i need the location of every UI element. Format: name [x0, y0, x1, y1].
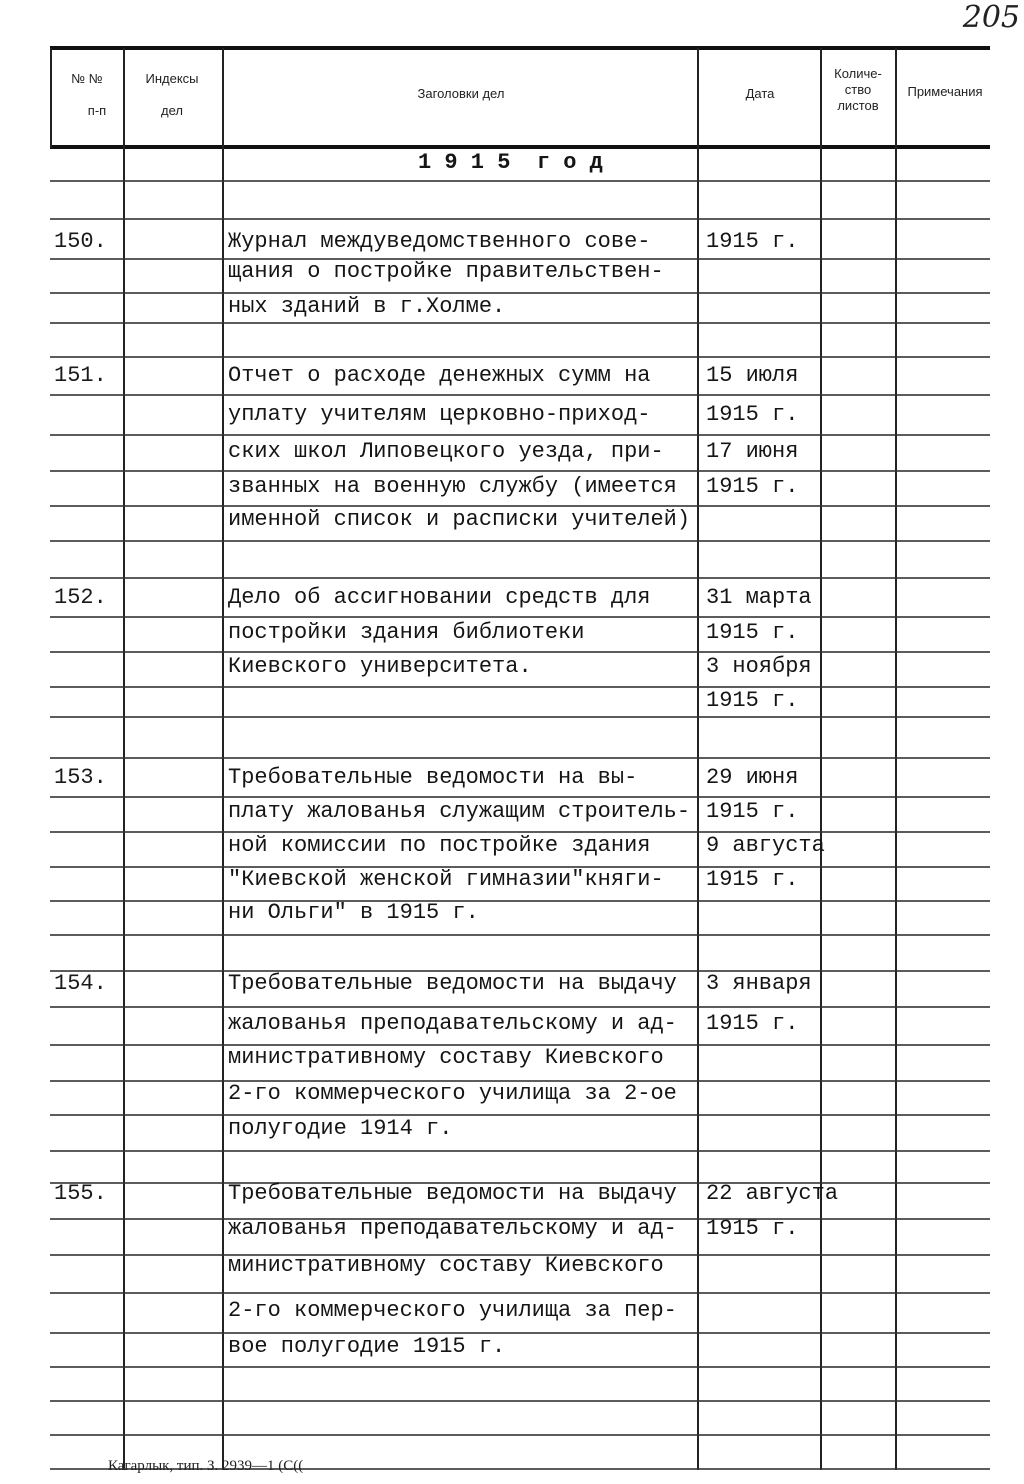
ruled-line [50, 292, 990, 294]
entry-date-line: 22 августа [706, 1181, 839, 1206]
entry-title-line: Дело об ассигновании средств для [228, 585, 651, 610]
entry-title-line: 2-го коммерческого училища за 2-ое [228, 1081, 677, 1106]
entry-date-line: 3 января [706, 971, 812, 996]
column-divider [895, 48, 897, 1470]
column-divider [697, 48, 699, 1470]
entry-title-line: Требовательные ведомости на вы- [228, 765, 638, 790]
entry-number: 150. [54, 229, 107, 254]
entry-title-line: 2-го коммерческого училища за пер- [228, 1298, 677, 1323]
entry-date-line: 31 марта [706, 585, 812, 610]
ruled-line [50, 796, 990, 798]
ruled-line [50, 218, 990, 220]
header-col-sheets-line3: листов [837, 98, 879, 113]
ruled-line [50, 934, 990, 936]
entry-title-line: плату жалованья служащим строитель- [228, 799, 691, 824]
header-col-sheets [820, 66, 896, 114]
header-col-index [124, 70, 220, 120]
ruled-line [50, 1150, 990, 1152]
ruled-line [50, 470, 990, 472]
ruled-line [50, 1332, 990, 1334]
entry-date-line: 3 ноября [706, 654, 812, 679]
entry-title-line: жалованья преподавательскому и ад- [228, 1216, 677, 1241]
entry-title-line: ни Ольги" в 1915 г. [228, 900, 479, 925]
entry-date-line: 1915 г. [706, 799, 799, 824]
entry-title-line: щания о постройке правительствен- [228, 259, 664, 284]
entry-date-line: 1915 г. [706, 867, 799, 892]
ruled-line [50, 394, 990, 396]
ruled-line [50, 1366, 990, 1368]
entry-title-line: постройки здания библиотеки [228, 620, 585, 645]
entry-title-line: жалованья преподавательскому и ад- [228, 1011, 677, 1036]
ruled-line [50, 1114, 990, 1116]
header-col-index-line1: Индексы [145, 71, 199, 86]
ruled-line [50, 322, 990, 324]
entry-date-line: 1915 г. [706, 474, 799, 499]
ruled-line [50, 577, 990, 579]
entry-date-line: 1915 г. [706, 620, 799, 645]
entry-title-line: званных на военную службу (имеется [228, 474, 677, 499]
ruled-line [50, 686, 990, 688]
entry-number: 152. [54, 585, 107, 610]
entry-number: 151. [54, 363, 107, 388]
header-top-rule [50, 46, 990, 50]
entry-date-line: 29 июня [706, 765, 799, 790]
printer-footer: Кагарлык, тип. З. 2939—1 (С(( [108, 1458, 304, 1474]
entry-title-line: "Киевской женской гимназии"княги- [228, 867, 664, 892]
ruled-line [50, 1400, 990, 1402]
ruled-line [50, 540, 990, 542]
entry-title-line: именной список и расписки учителей) [228, 507, 691, 532]
entry-number: 153. [54, 765, 107, 790]
entry-number: 154. [54, 971, 107, 996]
column-divider [50, 48, 52, 148]
entry-title-line: ной комиссии по постройке здания [228, 833, 651, 858]
header-col-notes: Примечания [907, 84, 983, 99]
ruled-line [50, 757, 990, 759]
page-number: 205 [962, 0, 1020, 35]
entry-date-line: 1915 г. [706, 402, 799, 427]
entry-title-line: полугодие 1914 г. [228, 1116, 453, 1141]
column-divider [222, 48, 224, 1470]
entry-date-line: 9 августа [706, 833, 825, 858]
header-col-date: Дата [745, 86, 775, 101]
entry-date-line: 1915 г. [706, 1216, 799, 1241]
entry-date-line: 17 июня [706, 439, 799, 464]
entry-title-line: Отчет о расходе денежных сумм на [228, 363, 651, 388]
ruled-line [50, 180, 990, 182]
header-col-no [56, 70, 118, 120]
entry-date-line: 1915 г. [706, 688, 799, 713]
column-divider [820, 48, 822, 1470]
header-col-no-line2: п-п [87, 103, 107, 118]
ruled-line [50, 434, 990, 436]
ruled-line [50, 900, 990, 902]
ruled-line [50, 1434, 990, 1436]
ruled-line [50, 616, 990, 618]
ruled-line [50, 716, 990, 718]
entry-title-line: уплату учителям церковно-приход- [228, 402, 651, 427]
entry-title-line: министративному составу Киевского [228, 1253, 664, 1278]
header-bottom-rule [50, 145, 990, 149]
entry-title-line: Киевского университета. [228, 654, 532, 679]
ruled-line [50, 356, 990, 358]
header-col-title: Заголовки дел [417, 86, 505, 101]
entry-title-line: ских школ Липовецкого уезда, при- [228, 439, 664, 464]
entry-title-line: Требовательные ведомости на выдачу [228, 1181, 677, 1206]
entry-title-line: Требовательные ведомости на выдачу [228, 971, 677, 996]
column-divider [123, 48, 125, 1470]
entry-date-line: 1915 г. [706, 1011, 799, 1036]
entry-date-line: 15 июля [706, 363, 799, 388]
entry-date-line: 1915 г. [706, 229, 799, 254]
ruled-line [50, 1292, 990, 1294]
ruled-line [50, 651, 990, 653]
entry-title-line: вое полугодие 1915 г. [228, 1334, 506, 1359]
entry-title-line: ных зданий в г.Холме. [228, 294, 506, 319]
ruled-line [50, 1006, 990, 1008]
header-col-sheets-line1: Количе- [834, 66, 882, 81]
entry-number: 155. [54, 1181, 107, 1206]
entry-title-line: Журнал междуведомственного сове- [228, 229, 651, 254]
year-heading: 1 9 1 5 г о д [418, 150, 603, 175]
header-col-no-line1: № № [71, 71, 103, 86]
header-col-sheets-line2: ство [844, 82, 872, 97]
header-col-index-line2: дел [161, 103, 183, 118]
entry-title-line: министративному составу Киевского [228, 1045, 664, 1070]
